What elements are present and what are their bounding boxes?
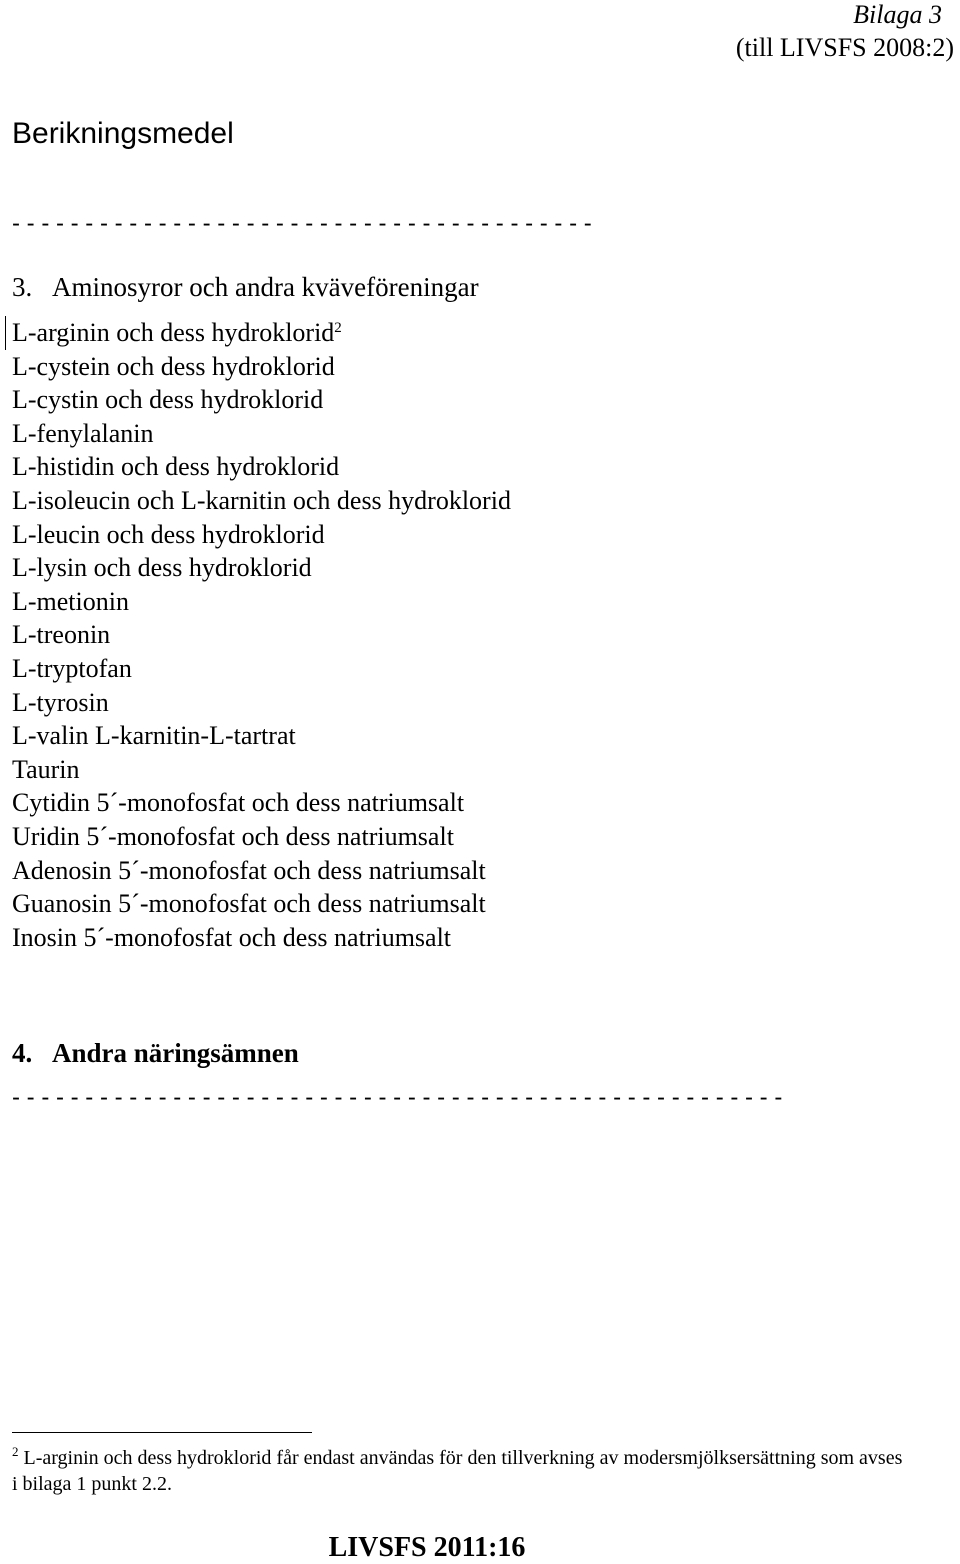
section-4-number: 4. [12,1038,33,1068]
section-3-heading [12,270,479,304]
amino-acid-list [12,316,511,954]
list-item [12,417,511,451]
list-item-text: L-valin L-karnitin-L-tartrat [12,721,296,751]
list-item-text: L-cystein och dess hydroklorid [12,351,335,381]
list-item-text: Uridin 5´-monofosfat och dess natriumsalt [12,821,454,851]
change-bar [5,316,6,350]
list-item-text: L-isoleucin och L-karnitin och dess hydroklorid [12,485,511,515]
list-item-text: L-cystin och dess hydroklorid [12,385,324,415]
section-4-title: Andra näringsämnen [52,1038,299,1068]
section-4-heading [12,1036,299,1070]
list-item-text: L-metionin [12,586,129,616]
list-item [12,350,511,384]
list-item [12,652,511,686]
list-item-text: Guanosin 5´-monofosfat och dess natriumsalt [12,889,486,919]
list-item [12,551,511,585]
list-item [12,686,511,720]
annex-reference: (till LIVSFS 2008:2) [735,33,954,62]
list-item [12,719,511,753]
list-item [12,854,511,888]
list-item [12,786,511,820]
list-item [12,316,511,350]
list-item-text: L-arginin och dess hydroklorid [12,318,335,347]
list-item [12,618,511,652]
annex-label: Bilaga 3 [853,0,942,29]
footnote-marker: 2 [12,1444,19,1459]
list-item-text: L-lysin och dess hydroklorid [12,553,312,583]
omission-separator-2: - - - - - - - - - - - - - - - - - - - - - - - - - - - - - - - - - - - - - - - - - - - - - - - - - - - - - [12,1084,783,1111]
list-item [12,383,511,417]
list-item-text: L-leucin och dess hydroklorid [12,519,325,549]
page-title: Berikningsmedel [12,117,234,150]
list-item [12,518,511,552]
footnote-rule [12,1432,312,1433]
list-item-text: Inosin 5´-monofosfat och dess natriumsalt [12,922,452,952]
list-item [12,887,511,921]
list-item-text: L-fenylalanin [12,418,154,448]
omission-separator: - - - - - - - - - - - - - - - - - - - - - - - - - - - - - - - - - - - - - - - - [12,210,592,237]
footnote-reference[interactable]: 2 [334,320,342,336]
list-item [12,753,511,787]
page-footer: LIVSFS 2011:16 [328,1532,526,1563]
list-item [12,921,511,955]
list-item-text: Cytidin 5´-monofosfat och dess natriumsalt [12,788,465,818]
section-3-title: Aminosyror och andra kväveföreningar [52,272,479,302]
section-3-number: 3. [12,272,33,302]
list-item-text: L-histidin och dess hydroklorid [12,452,340,482]
footnote-text: L-arginin och dess hydroklorid får endast användas för den tillverkning av modersmjölksersättning som avses i bilaga 1 punkt 2.2. [12,1447,903,1495]
list-item-text: L-tryptofan [12,653,132,683]
list-item [12,585,511,619]
list-item [12,484,511,518]
list-item-text: Adenosin 5´-monofosfat och dess natriumsalt [12,855,486,885]
list-item-text: Taurin [12,754,80,784]
list-item [12,450,511,484]
list-item-text: L-treonin [12,620,111,650]
list-item [12,820,511,854]
list-item-text: L-tyrosin [12,687,109,717]
footnote [12,1445,912,1497]
